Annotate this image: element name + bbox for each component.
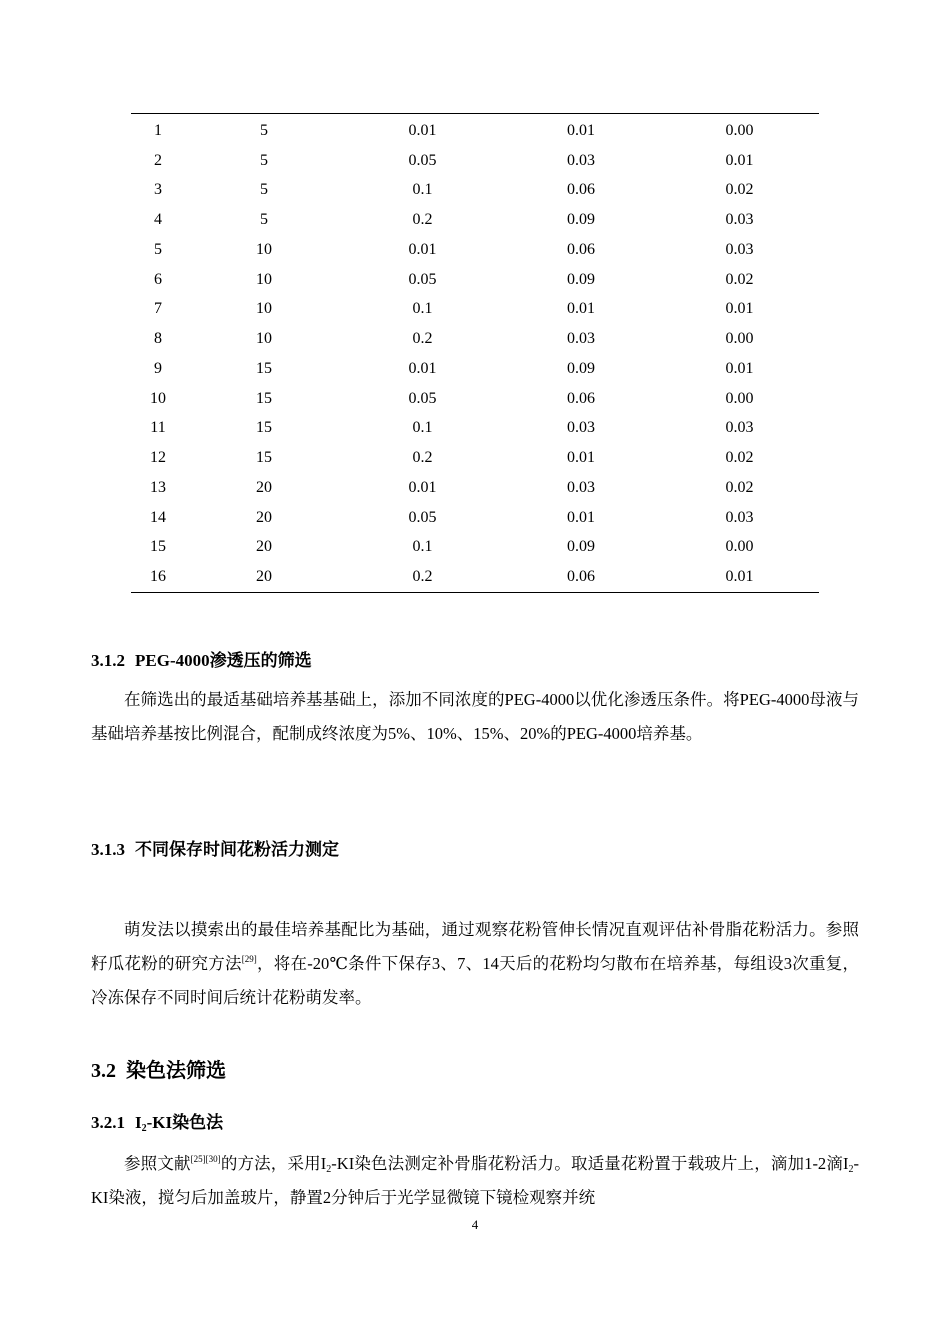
table-cell: 12: [150, 449, 166, 467]
table-cell: 0.01: [408, 121, 437, 139]
section-number: 3.2.1: [91, 1113, 125, 1132]
table-cell: 0.01: [567, 449, 595, 467]
table-cell: 0.02: [725, 478, 754, 496]
paragraph-peg: 在筛选出的最适基础培养基基础上，添加不同浓度的PEG-4000以优化渗透压条件。将PEG-4000母液与基础培养基按比例混合，配制成终浓度为5%、10%、15%、20%的PEG-4000培养基。: [91, 690, 859, 743]
table-cell: 0.05: [408, 389, 437, 407]
table-cell: 0.06: [567, 389, 595, 407]
table-cell: 0.01: [725, 568, 754, 586]
data-table: [131, 113, 819, 593]
table-cell: 10: [256, 300, 272, 318]
table-cell: 10: [256, 240, 272, 258]
table-cell: 5: [154, 240, 162, 258]
table-cell: 11: [150, 419, 166, 437]
table-cell: 10: [150, 389, 166, 407]
table-row: [131, 354, 819, 384]
table-cell: 15: [256, 449, 272, 467]
table-cell: 0.01: [567, 508, 595, 526]
paragraph-text: -KI染液，搅匀后加盖玻片，静置2分钟后于光学显微镜下镜检观察并统: [91, 1154, 860, 1207]
table-cell: 0.00: [725, 330, 754, 348]
table-cell: 6: [154, 270, 162, 288]
table-cell: 2: [154, 151, 162, 169]
table-cell: 0.2: [412, 449, 433, 467]
section-number: 3.1.2: [91, 651, 125, 670]
table-cell: 0.01: [408, 240, 437, 258]
table-cell: 15: [150, 538, 166, 556]
subscript: 2: [141, 1123, 147, 1134]
paragraph-text: 萌发法以摸索出的最佳培养基配比为基础，通过观察花粉管伸长情况直观评估补骨脂花粉活力。参照籽瓜花粉的研究方法: [91, 920, 859, 973]
paragraph-text: 的方法，采用I: [220, 1154, 327, 1173]
table-row: [131, 533, 819, 563]
table-row: [131, 384, 819, 414]
table-cell: 0.09: [567, 359, 595, 377]
table-cell: 15: [256, 359, 272, 377]
table-cell: 0.02: [725, 181, 754, 199]
table-cell: 20: [256, 478, 272, 496]
section-title: [135, 1113, 223, 1132]
table-cell: 1: [154, 121, 162, 139]
citation: [29]: [241, 954, 257, 964]
table-cell: 0.01: [408, 359, 437, 377]
paragraph-text: 参照文献: [124, 1154, 191, 1173]
table-row: [131, 176, 819, 206]
data-table-body: [131, 114, 819, 593]
table-cell: 0.03: [567, 151, 595, 169]
section-heading-3-1-3: [91, 841, 339, 858]
subscript: 2: [326, 1164, 332, 1175]
table-cell: 0.03: [725, 419, 754, 437]
table-cell: 0.1: [412, 538, 433, 556]
table-cell: 10: [256, 270, 272, 288]
table-cell: 8: [154, 330, 162, 348]
paragraph-text: -KI染色法测定补骨脂花粉活力。取适量花粉置于载玻片上，滴加1-2滴I: [331, 1154, 849, 1173]
section-number: 3.1.3: [91, 840, 125, 859]
table-cell: 20: [256, 568, 272, 586]
paragraph-iki: [91, 1147, 859, 1215]
table-cell: 0.1: [412, 300, 433, 318]
section-number: 3.2: [91, 1060, 116, 1082]
table-cell: 16: [150, 568, 166, 586]
table-cell: 0.01: [725, 359, 754, 377]
table-cell: 15: [256, 419, 272, 437]
paragraph-text: ，将在-20℃条件下保存3、7、14天后的花粉均匀散布在培养基，每组设3次重复，冷冻保存不同时间后统计花粉萌发率。: [91, 954, 860, 1007]
table-cell: 0.02: [725, 270, 754, 288]
table-row: [131, 235, 819, 265]
table-cell: 0.01: [567, 300, 595, 318]
table-cell: 0.01: [408, 478, 437, 496]
section-heading-3-2: [91, 1061, 226, 1081]
section-title: PEG-4000渗透压的筛选: [135, 651, 312, 670]
table-cell: 0.09: [567, 538, 595, 556]
table-cell: 9: [154, 359, 162, 377]
table-cell: 0.00: [725, 389, 754, 407]
paragraph-storage: [91, 913, 859, 1015]
table-row: [131, 265, 819, 295]
title-part: I: [135, 1113, 142, 1132]
table-cell: 0.03: [567, 330, 595, 348]
table-cell: 0.03: [725, 211, 754, 229]
table-cell: 0.01: [567, 121, 595, 139]
table-cell: 0.05: [408, 151, 437, 169]
table-cell: 0.06: [567, 568, 595, 586]
table-row: [131, 146, 819, 176]
table-cell: 0.2: [412, 330, 433, 348]
table-cell: 5: [260, 181, 268, 199]
table-cell: 7: [154, 300, 162, 318]
section-heading-3-2-1: [91, 1113, 224, 1134]
table-cell: 0.03: [725, 240, 754, 258]
title-part: -KI染色法: [146, 1113, 224, 1132]
table-cell: 0.05: [408, 270, 437, 288]
table-cell: 0.09: [567, 270, 595, 288]
citation: [25][30]: [190, 1154, 221, 1164]
table-cell: 4: [154, 211, 162, 229]
table-cell: 0.06: [567, 240, 595, 258]
table-cell: 10: [256, 330, 272, 348]
table-row: [131, 443, 819, 473]
table-cell: 3: [154, 181, 162, 199]
table-cell: 0.2: [412, 568, 433, 586]
section-title: 不同保存时间花粉活力测定: [135, 840, 339, 859]
table-cell: 20: [256, 508, 272, 526]
table-cell: 0.00: [725, 121, 754, 139]
section-heading-3-1-2: [91, 652, 312, 669]
table-cell: 5: [260, 211, 268, 229]
table-cell: 14: [150, 508, 166, 526]
table-cell: 5: [260, 121, 268, 139]
table-cell: 0.09: [567, 211, 595, 229]
table-cell: 0.00: [725, 538, 754, 556]
table-row: [131, 562, 819, 592]
table-cell: 15: [256, 389, 272, 407]
table-cell: 20: [256, 538, 272, 556]
table-row: [131, 205, 819, 235]
table-cell: 5: [260, 151, 268, 169]
table-cell: 0.05: [408, 508, 437, 526]
table-row: [131, 503, 819, 533]
table-cell: 0.06: [567, 181, 595, 199]
table-row: [131, 414, 819, 444]
table-cell: 0.01: [725, 151, 754, 169]
section-title: 染色法筛选: [126, 1060, 226, 1082]
page-number: 4: [471, 1217, 479, 1232]
table-cell: 0.1: [412, 181, 433, 199]
table-cell: 0.03: [567, 419, 595, 437]
table-row: [131, 324, 819, 354]
table-row: [131, 473, 819, 503]
table-row: [131, 114, 819, 146]
table-cell: 0.1: [412, 419, 433, 437]
table-row: [131, 295, 819, 325]
table-cell: 0.02: [725, 449, 754, 467]
table-cell: 0.01: [725, 300, 754, 318]
table-cell: 13: [150, 478, 166, 496]
subscript: 2: [848, 1164, 854, 1175]
table-cell: 0.03: [725, 508, 754, 526]
table-cell: 0.03: [567, 478, 595, 496]
table-cell: 0.2: [412, 211, 433, 229]
